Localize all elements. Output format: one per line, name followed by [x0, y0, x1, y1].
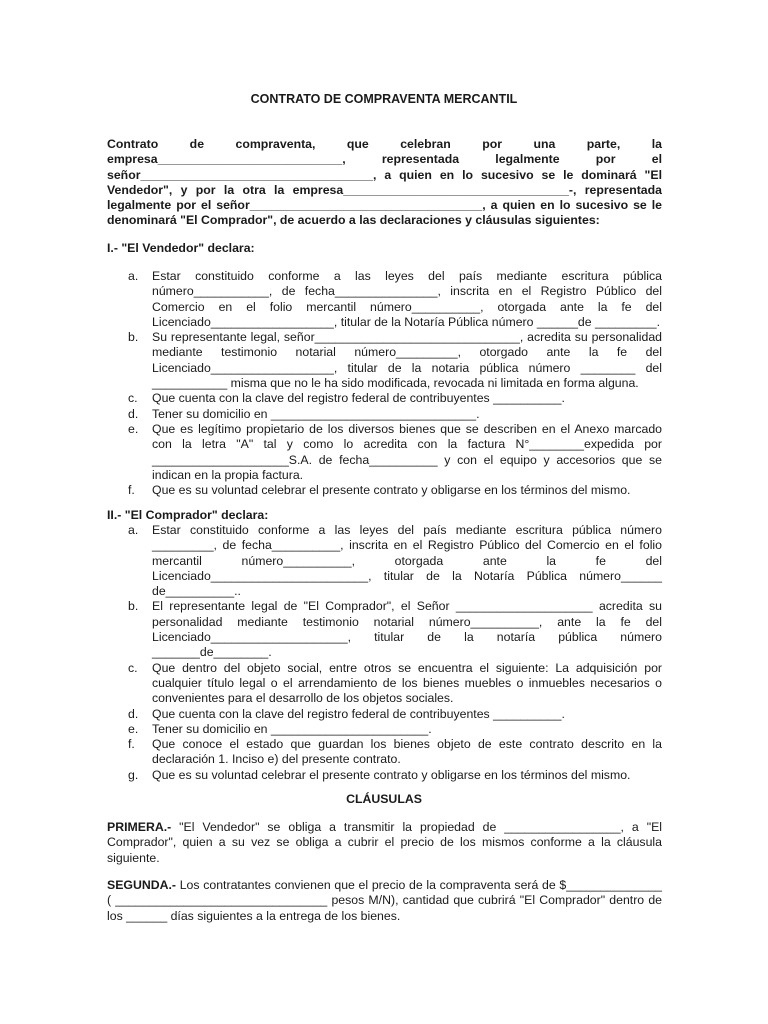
clausula-segunda [107, 878, 662, 924]
intro-paragraph [107, 137, 662, 229]
clausulas-heading: CLÁUSULAS [346, 792, 422, 806]
list-item: g. Que es su voluntad celebrar el presente contrato y obligarse en los términos del mismo. [128, 767, 631, 782]
list-item: a. Estar constituido conforme a las leyes del país mediante escritura pública número _________, de fecha__________, inscrita en el Registro Público del Comercio en el folio mercantil número__________, otorgada ante la fe del Licenciado_______________________, titular de la Notaría Pública número______ de__________.. [128, 523, 662, 599]
list-item: d. Que cuenta con la clave del registro federal de contribuyentes __________. [128, 706, 565, 721]
clausula-segunda-text: Los contratantes convienen que el precio de la compraventa será de $______________ ( _______________________________ pesos M/N), cantidad que cubrirá "El Comprador" dentro de los ______ días siguientes a la entrega de los bienes. [107, 878, 662, 923]
list-item: a. Estar constituido conforme a las leyes del país mediante escritura pública número___________, de fecha_______________, inscrita en el Registro Público del Comercio en el folio mercantil número__________, otorgada ante la fe del Licenciado__________________, titular de la Notaría Pública número ______de _________. [128, 269, 662, 329]
list-item: f. Que es su voluntad celebrar el presente contrato y obligarse en los términos del mismo. [128, 483, 631, 498]
list-item: d. Tener su domicilio en ______________________________. [128, 406, 480, 421]
clausula-primera-label: PRIMERA.- [107, 820, 172, 834]
intro-text: Contrato de compraventa, que celebran por una parte, la empresa___________________________, representada legalmente por el señor__________________________________, a quien en lo sucesivo se le dominará "El Vendedor", y por la otra la empresa_________________________________-, representada legalmente por el señor__________________________________, a quien en lo sucesivo se le denominará "El Comprador", de acuerdo a las declaraciones y cláusulas siguientes: [107, 137, 662, 228]
vendedor-declarations-list [128, 269, 662, 498]
list-item: c. Que dentro del objeto social, entre otros se encuentra el siguiente: La adquisición por cualquier título legal o el arrendamiento de los bienes muebles o inmuebles necesarios o convenientes para el desarrollo de los objetos sociales. [128, 660, 662, 706]
comprador-declarations-list [128, 523, 662, 783]
section-comprador-heading: II.- "El Comprador" declara: [107, 508, 269, 522]
clausula-primera [107, 820, 662, 866]
section-vendedor-heading: I.- "El Vendedor" declara: [107, 241, 255, 255]
list-item: b. Su representante legal, señor______________________________, acredita su personalidad mediante testimonio notarial número_________, otorgado ante la fe del Licenciado__________________, titular de la notaria pública número ________ del ___________ misma que no le ha sido modificada, revocada ni limitada en forma alguna. [128, 330, 662, 391]
clausula-primera-text: "El Vendedor" se obliga a transmitir la propiedad de _________________, a "El Comprador", quien a su vez se obliga a cubrir el precio de los mismos conforme a la cláusula siguiente. [107, 820, 662, 865]
list-item: b. El representante legal de "El Comprador", el Señor ____________________ acredita su personalidad mediante testimonio notarial número__________, ante la fe del Licenciado____________________, titular de la notaría pública número _______de________. [128, 599, 662, 660]
list-item: f. Que conoce el estado que guardan los bienes objeto de este contrato descrito en la declaración 1. Inciso e) del presente contrato. [128, 737, 662, 767]
list-item: c. Que cuenta con la clave del registro federal de contribuyentes __________. [128, 391, 565, 406]
list-item: e. Que es legítimo propietario de los diversos bienes que se describen en el Anexo marcado con la letra "A" tal y como lo acredita con la factura N°________expedida por ____________________S.A. de fecha__________ y con el equipo y accesorios que se indican en la propia factura. [128, 421, 662, 482]
document-title: CONTRATO DE COMPRAVENTA MERCANTIL [250, 92, 518, 106]
list-item: e. Tener su domicilio en _______________________. [128, 721, 432, 736]
clausula-segunda-label: SEGUNDA.- [107, 878, 177, 892]
